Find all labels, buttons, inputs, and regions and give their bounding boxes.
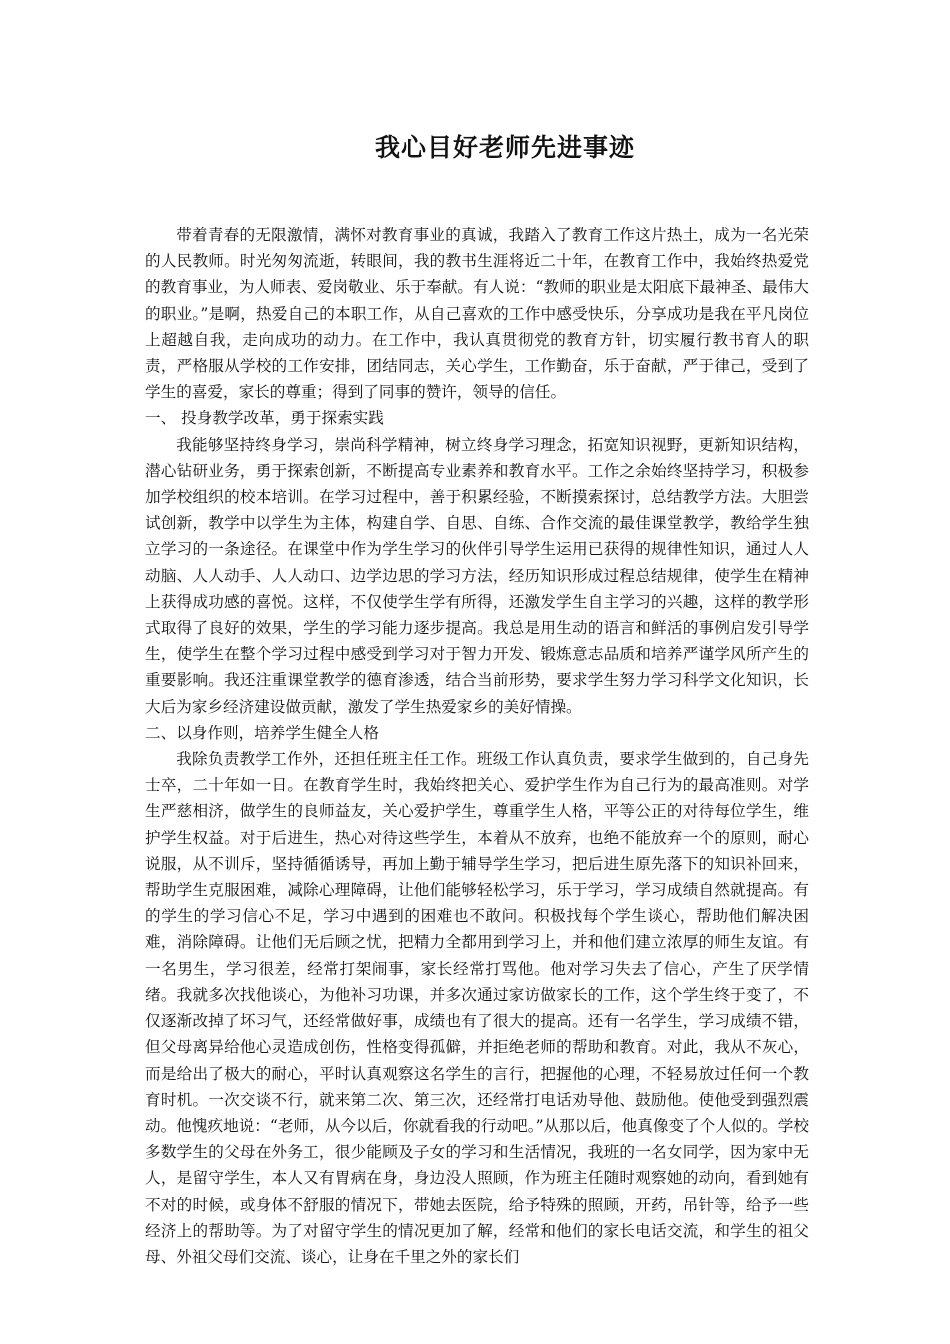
intro-paragraph: 带着青春的无限激情，满怀对教育事业的真诚，我踏入了教育工作这片热土，成为一名光荣的人民教师。时光匆匆流逝，转眼间，我的教书生涯将近二十年，在教育工作中，我始终热爱党的教育事业，为人师表、爱岗敬业、乐于奉献。有人说：“教师的职业是太阳底下最神圣、最伟大的职业。”是啊，热爱自己的本职工作，从自己喜欢的工作中感受快乐，分享成功是我在平凡岗位上超越自我，走向成功的动力。在工作中，我认真贯彻党的教育方针，切实履行教书育人的职责，严格服从学校的工作安排，团结同志，关心学生，工作勤奋，乐于奋献，严于律己，受到了学生的喜爱，家长的尊重；得到了同事的赞许，领导的信任。: [145, 226, 809, 402]
section-heading-1: 一、 投身教学改革，勇于探索实践: [145, 409, 384, 428]
section-heading-2: 二、以身作则，培养学生健全人格: [145, 723, 379, 742]
document-body: [145, 222, 809, 1270]
section-2-paragraph: 我除负责教学工作外，还担任班主任工作。班级工作认真负责，要求学生做到的，自己身先士卒，二十年如一日。在教育学生时，我始终把关心、爱护学生作为自己行为的最高准则。对学生严慈相济，做学生的良师益友，关心爱护学生，尊重学生人格，平等公正的对待每位学生，维护学生权益。对于后进生，热心对待这些学生，本着从不放弃，也绝不能放弃一个的原则，耐心说服，从不训斥，坚持循循诱导，再加上勤于辅导学生学习，把后进生原先落下的知识补回来，帮助学生克服困难，减除心理障碍，让他们能够轻松学习，乐于学习，学习成绩自然就提高。有的学生的学习信心不足，学习中遇到的困难也不敢问。积极找每个学生谈心，帮助他们解决困难，消除障碍。让他们无后顾之忧，把精力全都用到学习上，并和他们建立浓厚的师生友谊。有一名男生，学习很差，经常打架闹事，家长经常打骂他。他对学习失去了信心，产生了厌学情绪。我就多次找他谈心，为他补习功课，并多次通过家访做家长的工作，这个学生终于变了，不仅逐渐改掉了坏习气，还经常做好事，成绩也有了很大的提高。还有一名学生，学习成绩不错，但父母离异给他心灵造成创伤，性格变得孤僻，并拒绝老师的帮助和教育。对此，我从不灰心，而是给出了极大的耐心，平时认真观察这名学生的言行，把握他的心理，不轻易放过任何一个教育时机。一次交谈不行，就来第二次、第三次，还经常打电话劝导他、鼓励他。使他受到强烈震动。他愧疚地说：“老师，从今以后，你就看我的行动吧。”从那以后，他真像变了个人似的。学校多数学生的父母在外务工，很少能顾及子女的学习和生活情况，我班的一名女同学，因为家中无人，是留守学生，本人又有胃病在身，身边没人照顾，作为班主任随时观察她的动向，看到她有不对的时候，或身体不舒服的情况下，带她去医院，给予特殊的照顾，开药，吊针等，给予一些经济上的帮助等。为了对留守学生的情况更加了解，经常和他们的家长电话交流，和学生的祖父母、外祖父母们交流、谈心，让身在千里之外的家长们: [145, 750, 809, 1266]
document-title: 我心目好老师先进事迹: [374, 133, 635, 162]
section-1-paragraph: 我能够坚持终身学习，崇尚科学精神，树立终身学习理念，拓宽知识视野，更新知识结构，潜心钻研业务，勇于探索创新，不断提高专业素养和教育水平。工作之余始终坚持学习，积极参加学校组织的校本培训。在学习过程中，善于积累经验，不断摸索探讨，总结教学方法。大胆尝试创新，教学中以学生为主体，构建自学、自思、自练、合作交流的最佳课堂教学，教给学生独立学习的一条途径。在课堂中作为学生学习的伙伴引导学生运用已获得的规律性知识，通过人人动脑、人人动手、人人动口、边学边思的学习方法，经历知识形成过程总结规律，使学生在精神上获得成功感的喜悦。这样，不仅使学生学有所得，还激发学生自主学习的兴趣，这样的教学形式取得了良好的效果，学生的学习能力逐步提高。我总是用生动的语言和鲜活的事例启发引导学生，使学生在整个学习过程中感受到学习对于智力开发、锻炼意志品质和培养严谨学风所产生的重要影响。我还注重课堂教学的德育渗透，结合当前形势，要求学生努力学习科学文化知识，长大后为家乡经济建设做贡献，激发了学生热爱家乡的美好情操。: [145, 435, 809, 716]
